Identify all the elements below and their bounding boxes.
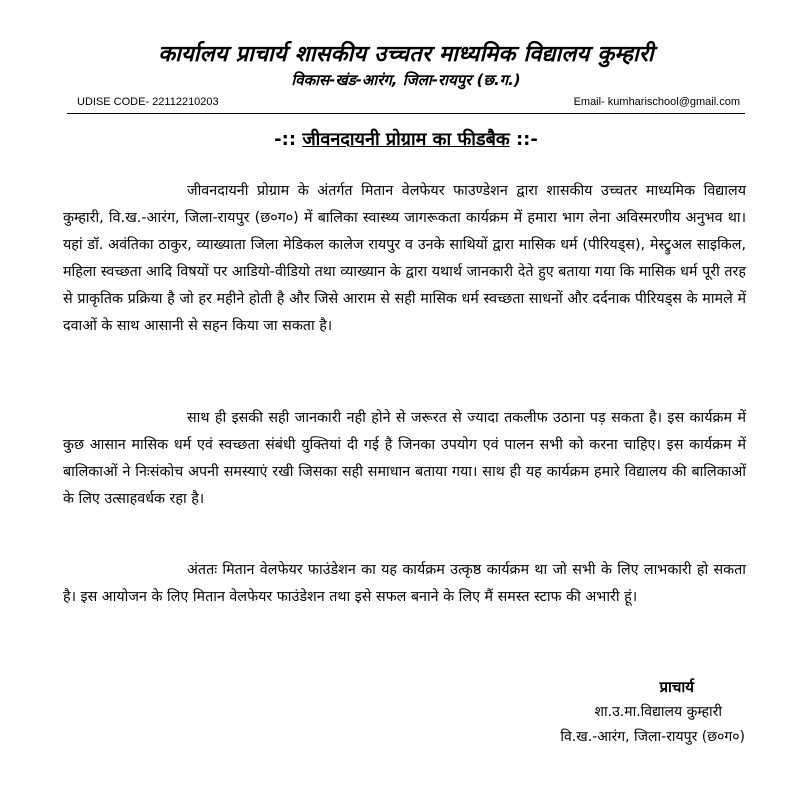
email-address: Email- kumharischool@gmail.com xyxy=(573,96,740,108)
signatory-school: शा.उ.मा.विद्यालय कुम्हारी xyxy=(594,704,722,720)
body-paragraph-1: जीवनदायनी प्रोग्राम के अंतर्गत मितान वेलफेयर फाउण्डेशन द्वारा शासकीय उच्चतर माध्यमिक विद्यालय कुम्हारी, वि.ख.-आरंग, जिला-रायपुर (छ०ग०) में बालिका स्वास्थ्य जागरूकता कार्यक्रम में हमारा भाग लेना अविस्मरणीय अनुभव था। यहां डॉ. अवंतिका ठाकुर, व्याख्याता जिला मेडिकल कालेज रायपुर व उनके साथियों द्वारा मासिक धर्म (पीरियड्स), मेस्ट्रुअल साइकिल, महिला स्वच्छता आदि विषयों पर आडियो-वीडियो तथा व्याख्यान के द्वारा यथार्थ जानकारी देते हुए बताया गया कि मासिक धर्म पूरी तरह से प्राकृतिक प्रक्रिया है जो हर महीने होती है और जिसे आराम से सही मासिक धर्म स्वच्छता साधनों और दर्दनाक पीरियड्स के मामले में दवाओं के साथ आसानी से सहन किया जा सकता है। xyxy=(63,183,746,335)
office-title: कार्यालय प्राचार्य शासकीय उच्चतर माध्यमिक विद्यालय कुम्हारी xyxy=(158,42,654,67)
heading-prefix: -:: xyxy=(274,129,297,150)
body-paragraph-2: साथ ही इसकी सही जानकारी नही होने से जरूरत से ज्यादा तकलीफ उठाना पड़ सकता है। इस कार्यक्रम में कुछ आसान मासिक धर्म एवं स्वच्छता संबंधी युक्तियां दी गई है जिनका उपयोग एवं पालन सभी को करना चाहिए। इस कार्यक्रम में बालिकाओं ने निःसंकोच अपनी समस्याएं रखी जिसका सही समाधान बताया गया। साथ ही यह कार्यक्रम हमारे विद्यालय की बालिकाओं के लिए उत्साहवर्धक रहा है। xyxy=(63,410,746,508)
heading-suffix: ::- xyxy=(515,129,538,150)
heading-main: जीवनदायनी प्रोग्राम का फीडबैक xyxy=(302,129,510,150)
header-divider xyxy=(67,113,745,114)
signatory-title: प्राचार्य xyxy=(659,678,694,696)
body-paragraph-3: अंततः मितान वेलफेयर फाउंडेशन का यह कार्यक्रम उत्कृष्ठ कार्यक्रम था जो सभी के लिए लाभकारी हो सकता है। इस आयोजन के लिए मितान वेलफेयर फाउंडेशन तथा इसे सफल बनाने के लिए मैं समस्त स्टाफ की अभारी हूं। xyxy=(63,562,746,606)
udise-code: UDISE CODE- 22112210203 xyxy=(77,96,219,108)
office-address: विकास-खंड-आरंग, जिला-रायपुर (छ.ग.) xyxy=(291,71,521,89)
signatory-address: वि.ख.-आरंग, जिला-रायपुर (छ०ग०) xyxy=(560,729,745,745)
document-heading xyxy=(0,127,812,151)
